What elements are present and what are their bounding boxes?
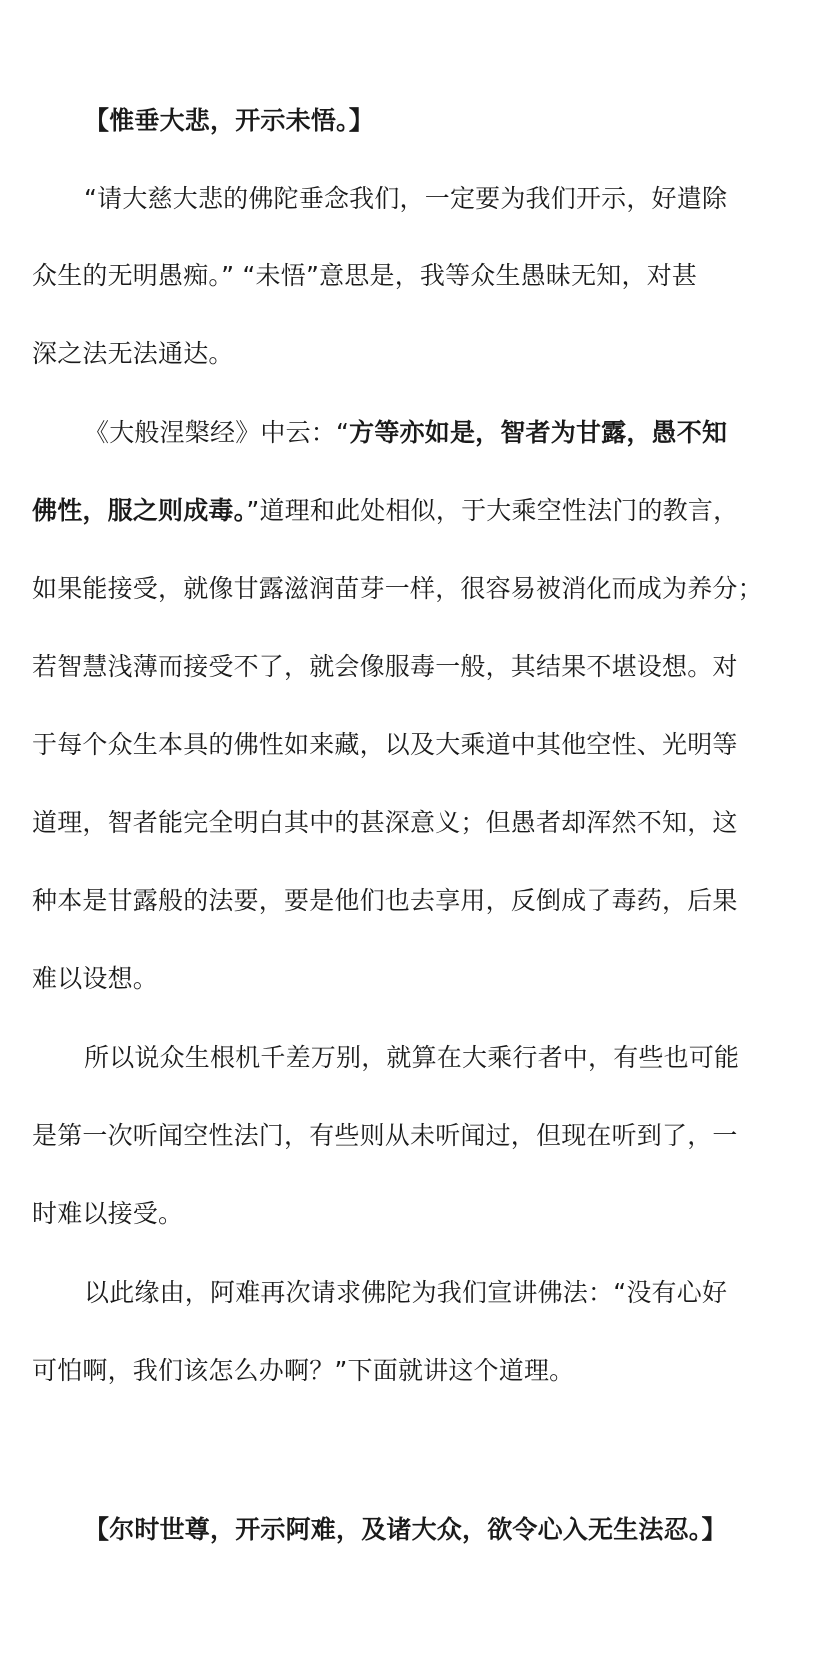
paragraph-4-line-1: 以此缘由，阿难再次请求佛陀为我们宣讲佛法：“没有心好 — [84, 1278, 728, 1307]
paragraph-3-line-3: 时难以接受。 — [32, 1199, 184, 1228]
verse-heading-2: 【尔时世尊，开示阿难，及诸大众，欲令心入无生法忍。】 — [84, 1515, 727, 1544]
paragraph-1-line-2: 众生的无明愚痴。” “未悟”意思是，我等众生愚昧无知，对甚 — [32, 261, 698, 290]
paragraph-2-line-6: 道理，智者能完全明白其中的甚深意义；但愚者却浑然不知，这 — [32, 808, 738, 837]
sutra-citation-intro: 《大般涅槃经》中云：“ — [84, 418, 350, 447]
paragraph-2-line-2-rest: ”道理和此处相似，于大乘空性法门的教言， — [246, 496, 739, 525]
verse-heading-1: 【惟垂大悲，开示未悟。】 — [84, 106, 374, 135]
paragraph-4-line-2: 可怕啊，我们该怎么办啊？”下面就讲这个道理。 — [32, 1356, 575, 1385]
paragraph-3-line-1: 所以说众生根机千差万别，就算在大乘行者中，有些也可能 — [84, 1043, 740, 1072]
paragraph-2-line-5: 于每个众生本具的佛性如来藏，以及大乘道中其他空性、光明等 — [32, 730, 738, 759]
sutra-quote-bold-1: 方等亦如是，智者为甘露，愚不知 — [349, 418, 728, 447]
paragraph-1-line-3: 深之法无法通达。 — [32, 339, 234, 368]
sutra-quote-bold-2: 佛性，服之则成毒。 — [32, 496, 247, 525]
paragraph-2-line-1 — [84, 416, 802, 450]
paragraph-2-line-3: 如果能接受，就像甘露滋润苗芽一样，很容易被消化而成为养分； — [32, 574, 763, 603]
paragraph-1-line-1: “请大慈大悲的佛陀垂念我们，一定要为我们开示，好遣除 — [84, 184, 728, 213]
paragraph-2-line-8: 难以设想。 — [32, 964, 159, 993]
paragraph-2-line-2 — [32, 494, 802, 528]
paragraph-2-line-4: 若智慧浅薄而接受不了，就会像服毒一般，其结果不堪设想。对 — [32, 652, 738, 681]
paragraph-2-line-7: 种本是甘露般的法要，要是他们也去享用，反倒成了毒药，后果 — [32, 886, 738, 915]
paragraph-3-line-2: 是第一次听闻空性法门，有些则从未听闻过，但现在听到了，一 — [32, 1121, 738, 1150]
